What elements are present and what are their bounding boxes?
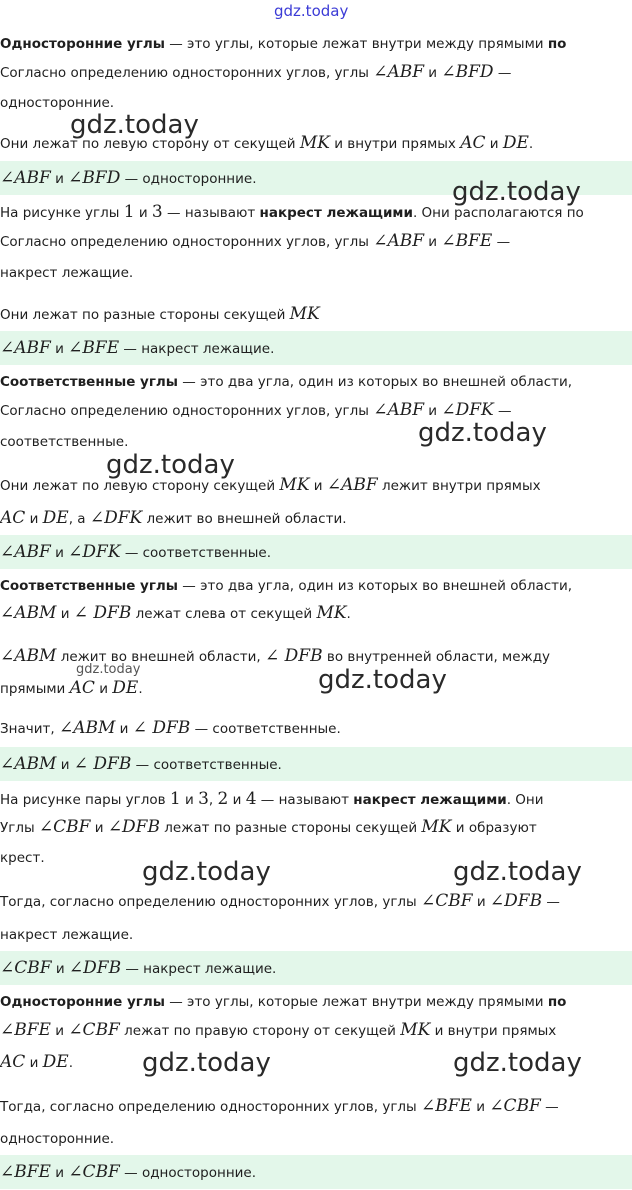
text-line bbox=[0, 789, 632, 809]
text: лежит во внешней области. bbox=[142, 511, 347, 527]
text: — это два угла, один из которых во внешней области, bbox=[178, 578, 573, 594]
text-bold: по bbox=[547, 994, 567, 1010]
math: DE bbox=[502, 133, 529, 153]
term-bold: накрест лежащими bbox=[353, 792, 507, 808]
text: и bbox=[50, 171, 69, 187]
math: ∠CBF bbox=[38, 817, 91, 837]
watermark: gdz.today bbox=[142, 857, 271, 887]
text: Согласно определению односторонних углов, углы bbox=[0, 234, 374, 250]
text: — односторонние. bbox=[119, 1165, 257, 1181]
math: ∠ABF bbox=[0, 542, 51, 562]
text: Они лежат по левую сторону от секущей bbox=[0, 136, 300, 152]
text: — bbox=[542, 894, 560, 910]
text: и bbox=[134, 205, 152, 221]
text: . bbox=[528, 136, 534, 152]
math: 1 bbox=[123, 202, 135, 222]
text: лежит внутри прямых bbox=[377, 478, 541, 494]
text: — называют bbox=[162, 205, 260, 221]
math: ∠ABF bbox=[0, 338, 51, 358]
text-line bbox=[0, 1096, 632, 1116]
text: и bbox=[472, 894, 490, 910]
text-bold: по bbox=[547, 36, 567, 52]
math: ∠DFB bbox=[107, 817, 160, 837]
math: ∠ABF bbox=[373, 62, 425, 82]
math: MK bbox=[299, 133, 330, 153]
text: . Они располагаются по bbox=[412, 205, 584, 221]
text: и bbox=[424, 234, 442, 250]
text: — это углы, которые лежат внутри между прямыми bbox=[164, 36, 548, 52]
text: — накрест лежащие. bbox=[121, 961, 277, 977]
text: прямыми bbox=[0, 681, 70, 697]
watermark: gdz.today bbox=[70, 110, 199, 140]
text-line bbox=[0, 927, 632, 943]
text: . bbox=[138, 681, 143, 697]
text: Значит, bbox=[0, 721, 59, 737]
watermark: gdz.today bbox=[418, 418, 547, 448]
math: 4 bbox=[245, 789, 257, 809]
math: MK bbox=[279, 475, 310, 495]
math: ∠ABM bbox=[0, 754, 57, 774]
math: ∠ABF bbox=[373, 231, 425, 251]
math: AC bbox=[460, 133, 486, 153]
text-line bbox=[0, 95, 632, 111]
text: , а bbox=[68, 511, 90, 527]
math: 3 bbox=[198, 789, 209, 809]
text: накрест лежащие. bbox=[0, 265, 134, 281]
text: — соответственные. bbox=[190, 721, 341, 737]
math: ∠DFB bbox=[489, 891, 543, 911]
text: На рисунке углы bbox=[0, 205, 124, 221]
text: и bbox=[50, 1165, 69, 1181]
math: ∠ DFB bbox=[73, 754, 132, 774]
text: . Они bbox=[506, 792, 544, 808]
text-line bbox=[0, 265, 632, 281]
text: и bbox=[50, 341, 69, 357]
watermark: gdz.today bbox=[142, 1048, 271, 1078]
text: — это два угла, один из которых во внешней области, bbox=[178, 374, 573, 390]
text: — соответственные. bbox=[120, 545, 272, 561]
math: MK bbox=[421, 817, 452, 837]
math: ∠DFK bbox=[68, 542, 121, 562]
text: — это углы, которые лежат внутри между прямыми bbox=[164, 994, 548, 1010]
text: — накрест лежащие. bbox=[119, 341, 275, 357]
math: AC bbox=[0, 1052, 26, 1072]
math: ∠CBF bbox=[0, 958, 52, 978]
math: ∠CBF bbox=[68, 1020, 120, 1040]
text: — называют bbox=[256, 792, 354, 808]
math: ∠CBF bbox=[68, 1162, 120, 1182]
watermark: gdz.today bbox=[106, 450, 235, 480]
text: Согласно определению односторонних углов, углы bbox=[0, 403, 374, 419]
text-line bbox=[0, 508, 632, 528]
text-line bbox=[0, 817, 632, 837]
math: ∠BFE bbox=[68, 338, 120, 358]
math: DE bbox=[112, 678, 139, 698]
math: ∠DFK bbox=[441, 400, 494, 420]
text: Согласно определению односторонних углов, углы bbox=[0, 65, 374, 81]
text: и bbox=[180, 792, 199, 808]
definition-line bbox=[0, 578, 632, 594]
math: ∠BFE bbox=[441, 231, 493, 251]
math: ∠ABF bbox=[326, 475, 378, 495]
math: 3 bbox=[151, 202, 163, 222]
text: односторонние. bbox=[0, 1131, 115, 1147]
math: MK bbox=[289, 304, 320, 324]
text: и bbox=[424, 65, 442, 81]
term-bold: накрест лежащими bbox=[259, 205, 413, 221]
text: . bbox=[346, 606, 351, 622]
text-line bbox=[0, 891, 632, 911]
math: ∠DFB bbox=[68, 958, 122, 978]
text-line bbox=[0, 231, 632, 251]
text: и bbox=[424, 403, 442, 419]
math: ∠BFE bbox=[0, 1162, 51, 1182]
math: 1 bbox=[169, 789, 181, 809]
math: ∠BFE bbox=[0, 1020, 51, 1040]
text: — bbox=[492, 234, 511, 250]
text: и внутри прямых bbox=[430, 1023, 557, 1039]
math: ∠ DFB bbox=[265, 646, 323, 666]
text: Они лежат по левую сторону секущей bbox=[0, 478, 280, 494]
text: и bbox=[90, 820, 108, 836]
math: ∠DFK bbox=[89, 508, 143, 528]
text-line bbox=[0, 1131, 632, 1147]
text: лежит во внешней области, bbox=[56, 649, 266, 665]
math: MK bbox=[316, 603, 347, 623]
text: лежат по разные стороны секущей bbox=[159, 820, 422, 836]
answer-line bbox=[0, 1162, 632, 1182]
text: и образуют bbox=[451, 820, 537, 836]
text: — bbox=[493, 65, 512, 81]
watermark: gdz.today bbox=[453, 1048, 582, 1078]
text: и bbox=[115, 721, 133, 737]
math: ∠ABF bbox=[373, 400, 425, 420]
math: ∠ DFB bbox=[132, 718, 191, 738]
text: и bbox=[471, 1099, 490, 1115]
definition-line bbox=[0, 374, 632, 390]
text: и bbox=[56, 757, 74, 773]
text: — односторонние. bbox=[120, 171, 257, 187]
text-line bbox=[0, 603, 632, 623]
term-bold: Соответственные углы bbox=[0, 374, 178, 390]
math: AC bbox=[0, 508, 26, 528]
text: и bbox=[51, 961, 69, 977]
text: Они лежат по разные стороны секущей bbox=[0, 307, 290, 323]
text: и bbox=[25, 1055, 43, 1071]
text: и bbox=[25, 511, 43, 527]
answer-line bbox=[0, 542, 632, 562]
math: AC bbox=[69, 678, 95, 698]
answer-line bbox=[0, 338, 632, 358]
watermark: gdz.today bbox=[453, 857, 582, 887]
answer-line bbox=[0, 958, 632, 978]
math: ∠ DFB bbox=[73, 603, 132, 623]
text: Углы bbox=[0, 820, 39, 836]
text: На рисунке пары углов bbox=[0, 792, 170, 808]
text: Тогда, согласно определению односторонних углов, углы bbox=[0, 1099, 421, 1115]
math: ∠BFE bbox=[421, 1096, 472, 1116]
text: и bbox=[309, 478, 327, 494]
text: лежат слева от секущей bbox=[131, 606, 317, 622]
text: накрест лежащие. bbox=[0, 927, 134, 943]
text-line bbox=[0, 304, 632, 324]
term-bold: Односторонние углы bbox=[0, 36, 165, 52]
text-line bbox=[0, 475, 632, 495]
site-watermark-header: gdz.today bbox=[274, 2, 349, 20]
math: ∠BFD bbox=[68, 168, 121, 188]
text: , bbox=[208, 792, 218, 808]
math: ∠ABM bbox=[0, 646, 57, 666]
text: и bbox=[94, 681, 113, 697]
text: и bbox=[485, 136, 503, 152]
text: во внутренней области, между bbox=[322, 649, 551, 665]
text: соответственные. bbox=[0, 434, 129, 450]
math: 2 bbox=[217, 789, 229, 809]
math: DE bbox=[42, 508, 69, 528]
math: ∠ABM bbox=[0, 603, 57, 623]
text: и bbox=[228, 792, 246, 808]
answer-line bbox=[0, 754, 632, 774]
watermark: gdz.today bbox=[318, 665, 447, 695]
text: . bbox=[68, 1055, 73, 1071]
math: ∠ABM bbox=[58, 718, 116, 738]
math: ∠ABF bbox=[0, 168, 51, 188]
text: крест. bbox=[0, 850, 45, 866]
definition-line bbox=[0, 994, 632, 1010]
text: — bbox=[493, 403, 512, 419]
term-bold: Соответственные углы bbox=[0, 578, 178, 594]
text: и bbox=[50, 1023, 69, 1039]
watermark-small: gdz.today bbox=[76, 662, 141, 677]
definition-line bbox=[0, 36, 632, 52]
text: лежат по правую сторону от секущей bbox=[119, 1023, 401, 1039]
text: — bbox=[540, 1099, 559, 1115]
watermark: gdz.today bbox=[452, 177, 581, 207]
text: односторонние. bbox=[0, 95, 115, 111]
text-line bbox=[0, 62, 632, 82]
text: — соответственные. bbox=[131, 757, 282, 773]
math: ∠CBF bbox=[489, 1096, 541, 1116]
text: Тогда, согласно определению односторонних углов, углы bbox=[0, 894, 421, 910]
math: DE bbox=[42, 1052, 69, 1072]
math: MK bbox=[400, 1020, 431, 1040]
term-bold: Односторонние углы bbox=[0, 994, 165, 1010]
math: ∠BFD bbox=[441, 62, 494, 82]
text: и bbox=[50, 545, 69, 561]
text: и bbox=[56, 606, 74, 622]
text-line bbox=[0, 718, 632, 738]
text-line bbox=[0, 678, 632, 698]
text-line bbox=[0, 1020, 632, 1040]
text: и внутри прямых bbox=[329, 136, 461, 152]
math: ∠CBF bbox=[421, 891, 473, 911]
